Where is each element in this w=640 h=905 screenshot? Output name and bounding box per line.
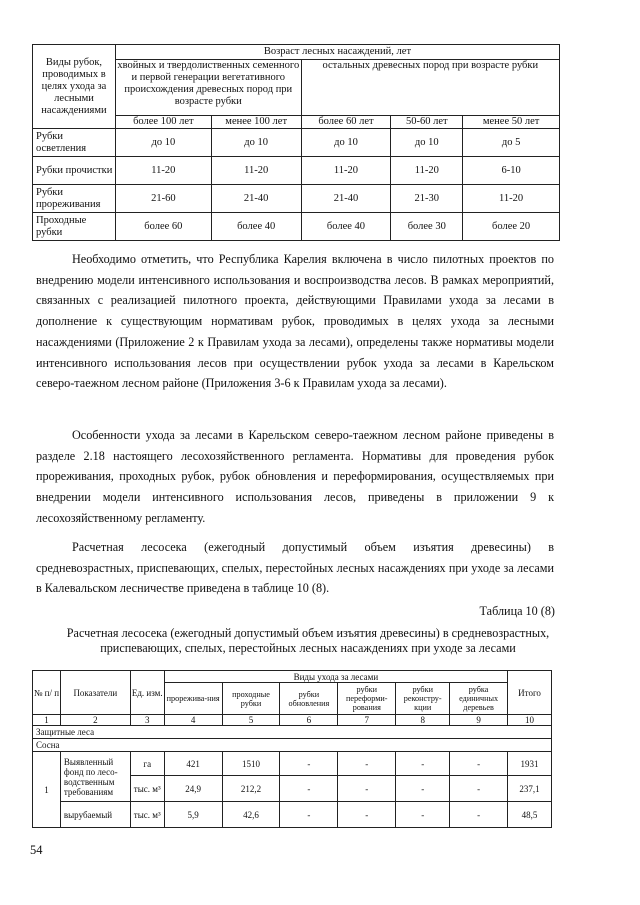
table-row xyxy=(33,129,560,157)
cell: - xyxy=(338,802,396,828)
paragraph: Расчетная лесосека (ежегодный допустимый объем изъятия древесины) в средневозрастных, приспевающих, спелых, перестойных лесных насаждениях при уходе за лесами в Калевальском лесничестве приведена в таблице 10 (8). xyxy=(36,540,554,596)
cell: 21-40 xyxy=(301,185,391,213)
table-row xyxy=(33,752,552,776)
col-number: 9 xyxy=(450,715,508,726)
row-label: Проходные рубки xyxy=(33,213,116,241)
total-cell: 237,1 xyxy=(508,776,552,802)
sub-header: более 60 лет xyxy=(301,116,391,129)
row-label: Рубки прореживания xyxy=(33,185,116,213)
cell: 11-20 xyxy=(115,157,211,185)
cell: 11-20 xyxy=(301,157,391,185)
corner-header: Виды рубок, проводимых в целях ухода за лесными насаждениями xyxy=(33,45,116,129)
type-header: проходные рубки xyxy=(222,683,280,715)
col-total-header: Итого xyxy=(508,671,552,715)
table-caption: Расчетная лесосека (ежегодный допустимый объем изъятия древесины) в средневозрастных, приспевающих, спелых, перестойных лесных насаждениях при уходе за лесами xyxy=(66,626,550,655)
allowable-cut-table xyxy=(32,670,552,828)
table-row xyxy=(33,185,560,213)
page-number: 54 xyxy=(30,843,43,857)
cell: более 60 xyxy=(115,213,211,241)
cell: до 10 xyxy=(211,129,301,157)
unit: тыс. м³ xyxy=(130,776,164,802)
cell: - xyxy=(280,802,338,828)
cell: 11-20 xyxy=(391,157,463,185)
col-number: 4 xyxy=(164,715,222,726)
table-row xyxy=(33,213,560,241)
cell: 11-20 xyxy=(463,185,560,213)
cell: - xyxy=(396,752,450,776)
cell: 6-10 xyxy=(463,157,560,185)
col-number: 3 xyxy=(130,715,164,726)
col-indicators-header: Показатели xyxy=(60,671,130,715)
cell: - xyxy=(450,776,508,802)
cell: более 40 xyxy=(301,213,391,241)
cell: 42,6 xyxy=(222,802,280,828)
cell: 1510 xyxy=(222,752,280,776)
cell: 24,9 xyxy=(164,776,222,802)
cell: до 10 xyxy=(301,129,391,157)
cell: - xyxy=(396,776,450,802)
cell: до 10 xyxy=(391,129,463,157)
col-num-header: № п/ п xyxy=(33,671,61,715)
type-header: рубки реконстру-кции xyxy=(396,683,450,715)
unit: га xyxy=(130,752,164,776)
cell: - xyxy=(280,752,338,776)
type-header: прорежива-ния xyxy=(164,683,222,715)
col-number: 8 xyxy=(396,715,450,726)
cell: 5,9 xyxy=(164,802,222,828)
col-number: 2 xyxy=(60,715,130,726)
cell: более 20 xyxy=(463,213,560,241)
type-header: рубки обновления xyxy=(280,683,338,715)
group-label: Выявленный фонд по лесо-водственным требованиям xyxy=(60,752,130,802)
row-number: 1 xyxy=(33,752,61,828)
column-number-row xyxy=(33,715,552,726)
cell: до 5 xyxy=(463,129,560,157)
type-header: рубка единичных деревьев xyxy=(450,683,508,715)
age-header: Возраст лесных насаждений, лет xyxy=(115,45,559,60)
col-unit-header: Ед. изм. xyxy=(130,671,164,715)
col-number: 7 xyxy=(338,715,396,726)
cell: - xyxy=(450,802,508,828)
group2-header: остальных древесных пород при возрасте рубки xyxy=(301,60,559,116)
cell: - xyxy=(396,802,450,828)
row-label: Рубки прочистки xyxy=(33,157,116,185)
sub-header: 50-60 лет xyxy=(391,116,463,129)
table-row xyxy=(33,802,552,828)
cell: - xyxy=(338,776,396,802)
group1-header: хвойных и твердолиственных семенного и первой генерации вегетативного происхождения древесных пород при возрасте рубки xyxy=(115,60,301,116)
species-row: Сосна xyxy=(33,739,552,752)
col-number: 10 xyxy=(508,715,552,726)
col-number: 6 xyxy=(280,715,338,726)
total-cell: 1931 xyxy=(508,752,552,776)
section-row: Защитные леса xyxy=(33,726,552,739)
sub-header: более 100 лет xyxy=(115,116,211,129)
sub-header: менее 100 лет xyxy=(211,116,301,129)
unit: тыс. м³ xyxy=(130,802,164,828)
col-number: 1 xyxy=(33,715,61,726)
cutting-age-table xyxy=(32,44,560,241)
table-label: Таблица 10 (8) xyxy=(479,604,555,618)
cell: 212,2 xyxy=(222,776,280,802)
paragraph: Особенности ухода за лесами в Карельском северо-таежном лесном районе приведены в разделе 2.18 настоящего лесохозяйственного регламента. Нормативы для проведения рубок прореживания, проходных рубок, рубок обновления и переформирования, осуществляемых при внедрении модели интенсивного использования лесов, приведены в приложении 9 к лесохозяйственному регламенту. xyxy=(36,428,554,525)
row-label: вырубаемый xyxy=(60,802,130,828)
cell: 21-30 xyxy=(391,185,463,213)
cell: - xyxy=(450,752,508,776)
cell: 21-40 xyxy=(211,185,301,213)
cell: более 30 xyxy=(391,213,463,241)
cell: 11-20 xyxy=(211,157,301,185)
total-cell: 48,5 xyxy=(508,802,552,828)
cell: - xyxy=(338,752,396,776)
cell: до 10 xyxy=(115,129,211,157)
paragraph: Необходимо отметить, что Республика Карелия включена в число пилотных проектов по внедрению модели интенсивного использования и воспроизводства лесов. В рамках мероприятий, связанных с реализацией пилотного проекта, действующими Правилами ухода за лесами в дополнение к существующим нормативам рубок, проводимых в целях ухода за лесными насаждениями (Приложение 2 к Правилам ухода за лесами), определены также нормативы модели интенсивного использования лесов при осуществлении рубок ухода за лесами в Карельском северо-таежном лесном районе (Приложения 3-6 к Правилам ухода за лесами). xyxy=(36,252,554,391)
cell: более 40 xyxy=(211,213,301,241)
table-row xyxy=(33,157,560,185)
cell: - xyxy=(280,776,338,802)
type-header: рубки переформи-рования xyxy=(338,683,396,715)
types-header: Виды ухода за лесами xyxy=(164,671,507,683)
sub-header: менее 50 лет xyxy=(463,116,560,129)
cell: 421 xyxy=(164,752,222,776)
row-label: Рубки осветления xyxy=(33,129,116,157)
cell: 21-60 xyxy=(115,185,211,213)
col-number: 5 xyxy=(222,715,280,726)
